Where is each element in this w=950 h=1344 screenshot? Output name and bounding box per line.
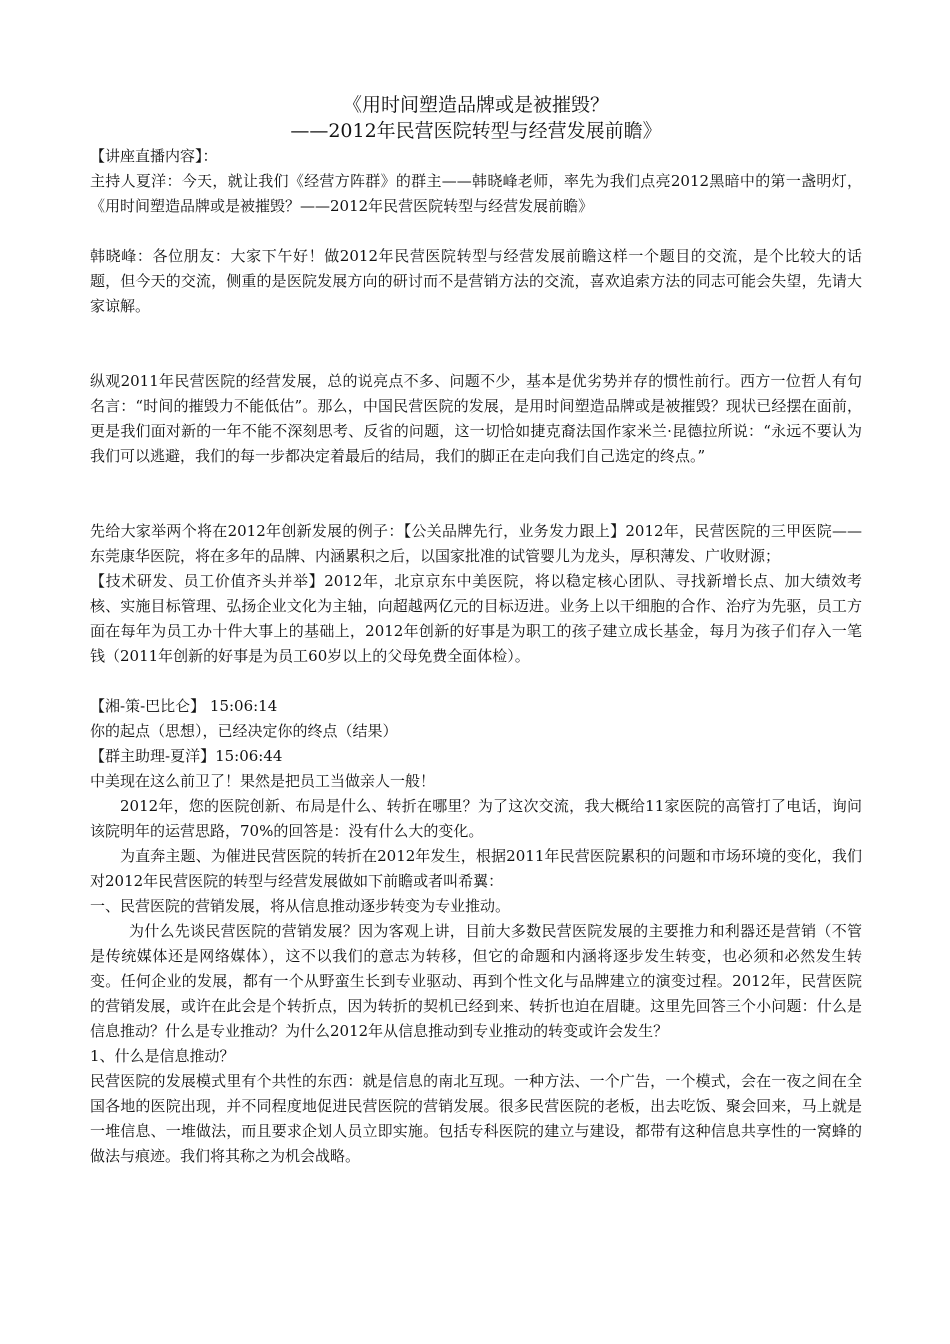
paragraph-gap (90, 494, 862, 519)
chat-message-text: 你的起点（思想），已经决定你的终点（结果） (90, 722, 398, 740)
section-label: 【讲座直播内容】： (90, 147, 218, 165)
chat-message-meta: 【群主助理-夏洋】15:06:44 (90, 747, 283, 765)
survey-paragraph: 2012年，您的医院创新、布局是什么、转折在哪里？为了这次交流，我大概给11家医院的高管打了电话，询问该院明年的运营思路，70%的回答是：没有什么大的变化。 (90, 797, 862, 840)
chat-message-text: 中美现在这么前卫了！果然是把员工当做亲人一般！ (90, 772, 436, 790)
title-line-1: 《用时间塑造品牌或是被摧毁？ (342, 94, 609, 116)
document-content (90, 92, 862, 1169)
example-one-paragraph: 先给大家举两个将在2012年创新发展的例子：【公关品牌先行，业务发力跟上】2012年，民营医院的三甲医院——东莞康华医院，将在多年的品牌、内涵累积之后，以国家批准的试管婴儿为龙头，厚积薄发、广收财源； (90, 522, 862, 565)
paragraph-gap (90, 669, 862, 694)
theme-paragraph: 为直奔主题、为催进民营医院的转折在2012年发生，根据2011年民营医院累积的问题和市场环境的变化，我们对2012年民营医院的转型与经营发展做如下前瞻或者叫希翼： (90, 847, 862, 890)
example-two-paragraph: 【技术研发、员工价值齐头并举】2012年，北京京东中美医院，将以稳定核心团队、寻找新增长点、加大绩效考核、实施目标管理、弘扬企业文化为主轴，向超越两亿元的目标迈进。业务上以干细胞的合作、治疗为先驱，员工方面在每年为员工办十件大事上的基础上，2012年创新的好事是为职工的孩子建立成长基金，每月为孩子们存入一笔钱（2011年创新的好事是为员工60岁以上的父母免费全面体检）。 (90, 572, 862, 665)
host-intro-paragraph: 主持人夏洋：今天，就让我们《经营方阵群》的群主——韩晓峰老师，率先为我们点亮2012黑暗中的第一盏明灯，《用时间塑造品牌或是被摧毁？——2012年民营医院转型与经营发展前瞻》 (90, 172, 862, 215)
paragraph-gap (90, 319, 862, 344)
speaker-intro-paragraph: 韩晓峰：各位朋友：大家下午好！做2012年民营医院转型与经营发展前瞻这样一个题目的交流，是个比较大的话题，但今天的交流，侧重的是医院发展方向的研讨而不是营销方法的交流，喜欢追索方法的同志可能会失望，先请大家谅解。 (90, 247, 862, 315)
overview-paragraph: 纵观2011年民营医院的经营发展，总的说亮点不多、问题不少，基本是优劣势并存的惯性前行。西方一位哲人有句名言：“时间的摧毁力不能低估”。那么，中国民营医院的发展，是用时间塑造品牌或是被摧毁？现状已经摆在面前，更是我们面对新的一年不能不深刻思考、反省的问题，这一切恰如捷克裔法国作家米兰·昆德拉所说：“永远不要认为我们可以逃避，我们的每一步都决定着最后的结局，我们的脚正在走向我们自己选定的终点。” (90, 372, 862, 465)
paragraph-gap (90, 219, 862, 244)
marketing-paragraph: 为什么先谈民营医院的营销发展？因为客观上讲，目前大多数民营医院发展的主要推力和利器还是营销（不管是传统媒体还是网络媒体），这不以我们的意志为转移，但它的命题和内涵将逐步发生转变，也必须和必然发生转变。任何企业的发展，都有一个从野蛮生长到专业驱动、再到个性文化与品牌建立的演变过程。2012年，民营医院的营销发展，或许在此会是个转折点，因为转折的契机已经到来、转折也迫在眉睫。这里先回答三个小问题：什么是信息推动？什么是专业推动？为什么2012年从信息推动到专业推动的转变或许会发生？ (90, 922, 862, 1040)
question-one-heading: 1、什么是信息推动？ (90, 1047, 235, 1065)
paragraph-gap (90, 344, 862, 369)
document-title (90, 92, 862, 144)
info-push-paragraph: 民营医院的发展模式里有个共性的东西：就是信息的南北互现。一种方法、一个广告，一个模式，会在一夜之间在全国各地的医院出现，并不同程度地促进民营医院的营销发展。很多民营医院的老板，出去吃饭、聚会回来，马上就是一堆信息、一堆做法，而且要求企划人员立即实施。包括专科医院的建立与建设，都带有这种信息共享性的一窝蜂的做法与痕迹。我们将其称之为机会战略。 (90, 1072, 862, 1165)
point-one-heading: 一、民营医院的营销发展，将从信息推动逐步转变为专业推动。 (90, 897, 511, 915)
paragraph-gap (90, 469, 862, 494)
chat-message-meta: 【湘-策-巴比仑】 15:06:14 (90, 697, 278, 715)
title-line-2: ——2012年民营医院转型与经营发展前瞻》 (290, 120, 662, 142)
